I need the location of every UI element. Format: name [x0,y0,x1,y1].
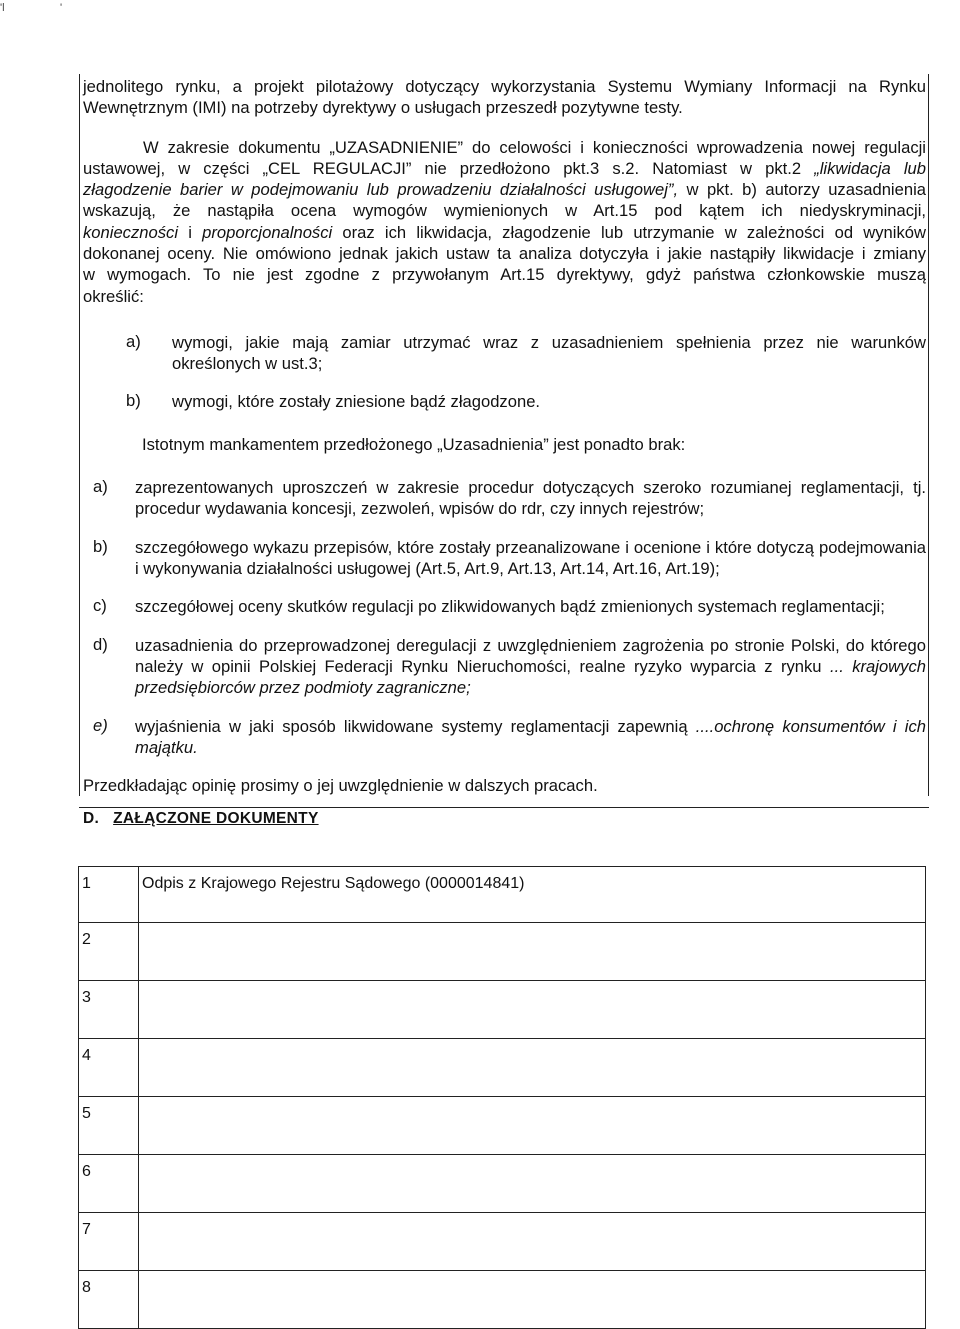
table-row [79,1271,926,1329]
list-label: a) [93,477,108,497]
closing-sentence: Przedkładając opinię prosimy o jej uwzględnienie w dalszych pracach. [83,776,598,796]
text-span: wyjaśnienia w jaki sposób likwidowane systemy reglamentacji zapewnią [135,716,688,736]
table-row [79,1097,926,1155]
list-label: a) [126,331,141,351]
text-line: W zakresie dokumentu „UZASADNIENIE” do celowości i konieczności wprowadzenia nowej regulacji [143,137,926,157]
list-text: szczegółowego wykazu przepisów, które zostały przeanalizowane i ocenione i które dotyczą podejmowania i wykonywania działalności usługowej (Art.5, Art.9, Art.13, Art.14, Art.16, Art.19); [135,537,926,579]
text-line: dokonanej oceny. Nie omówiono jednak jakich ustaw ta analiza dotyczyła i jakie nastąpiły likwidacje i zmiany [83,244,926,264]
text-line: jednolitego rynku, a projekt pilotażowy dotyczący wykorzystania Systemu Wymiany Informacji na Rynku [83,77,926,96]
attachment-name [139,923,926,981]
text-span: ustawowej, w części „CEL REGULACJI” nie przedłożono pkt.3 s.2. Natomiast w pkt.2 [83,158,802,178]
list-text: szczegółowej oceny skutków regulacji po zlikwidowanych bądź zmienionych systemach reglamentacji; [135,597,885,617]
row-number: 2 [79,923,139,981]
list-text: zaprezentowanych uproszczeń w zakresie procedur dotyczących szeroko rozumianej reglamentacji, tj. procedur wydawania koncesji, zezwoleń, wpisów do rdr, czy innych rejestrów; [135,478,926,519]
justification-paragraph [80,119,928,307]
italic-span: złagodzenie barier w podejmowaniu lub prowadzeniu działalności usługowej”, [83,180,679,200]
list-item [80,477,928,520]
section-letter: D. [83,810,100,828]
table-row [79,923,926,981]
opinion-body [79,74,929,796]
text-line: Wewnętrznym (IMI) na potrzeby dyrektywy o usługach przeszedł pozytywne testy. [83,98,683,118]
row-number: 1 [79,867,139,923]
italic-span: proporcjonalności [202,222,333,242]
text-span: w pkt. b) autorzy uzasadnienia [686,180,926,200]
italic-span: konieczności [83,222,179,242]
list-item [80,596,928,617]
list-label: d) [93,634,108,654]
text-line [83,222,926,243]
row-number: 7 [79,1213,139,1271]
requirements-list [80,332,928,412]
table-row [79,867,926,923]
attachment-name [139,1039,926,1097]
deficiency-list [80,477,928,758]
list-item [80,635,928,699]
list-text: wymogi, jakie mają zamiar utrzymać wraz z uzasadnieniem spełnienia przez nie warunków określonych w ust.3; [172,332,926,374]
list-text [135,716,926,759]
text-line [83,158,926,179]
row-number: 6 [79,1155,139,1213]
list-item [80,332,928,375]
attachment-name: Odpis z Krajowego Rejestru Sądowego (0000014841) [139,867,926,923]
italic-span: ... krajowych przedsiębiorców przez podmioty zagraniczne; [135,656,926,698]
text-line: wskazują, że nastąpiła ocena wymogów wymienionych w Art.15 pod kątem ich niedyskryminacji, [83,201,926,221]
text-line: określić: [83,286,144,306]
row-number: 3 [79,981,139,1039]
list-label: c) [93,596,107,616]
list-label: b) [126,390,141,410]
italic-span: „likwidacja lub [814,158,926,178]
attachments-table [78,866,926,1329]
attachments-section [79,810,929,828]
text-span: uzasadnienia do przeprowadzonej deregulacji z uwzględnieniem zagrożenia po stronie Polski, do którego należy w opinii Polskiej Federacji Rynku Nieruchomości, realne ryzyko wyparcia z rynku [135,635,926,676]
row-number: 4 [79,1039,139,1097]
list-label: e) [93,715,108,735]
list-item [80,391,928,412]
attachment-name [139,1271,926,1329]
section-title: ZAŁĄCZONE DOKUMENTY [113,810,319,828]
attachment-name [139,1097,926,1155]
attachment-name [139,1213,926,1271]
scan-mark: 'l [0,2,5,14]
attachment-name [139,981,926,1039]
section-divider [79,807,929,808]
text-span: oraz ich likwidacja, złagodzenie lub utrzymanie w zależności od wyników [342,222,926,242]
document-page [79,74,929,828]
list-label: b) [93,536,108,556]
row-number: 5 [79,1097,139,1155]
table-row [79,981,926,1039]
list-item [80,537,928,580]
table-row [79,1213,926,1271]
attachment-name [139,1155,926,1213]
row-number: 8 [79,1271,139,1329]
text-span: i [188,222,192,242]
deficiency-intro: Istotnym mankamentem przedłożonego „Uzasadnienia” jest ponadto brak: [142,434,686,454]
table-row [79,1039,926,1097]
list-text [135,635,926,699]
table-row [79,1155,926,1213]
list-text: wymogi, które zostały zniesione bądź złagodzone. [172,391,541,411]
list-item [80,716,928,759]
text-line: w wymogach. To nie jest zgodne z przywołanym Art.15 dyrektywy, gdyż państwa członkowskie muszą [83,265,926,285]
scan-mark: ' [60,2,63,14]
italic-span: ....ochronę konsumentów i ich majątku. [135,716,926,757]
section-heading [79,810,929,828]
text-line [83,179,926,200]
intro-paragraph [80,74,928,119]
